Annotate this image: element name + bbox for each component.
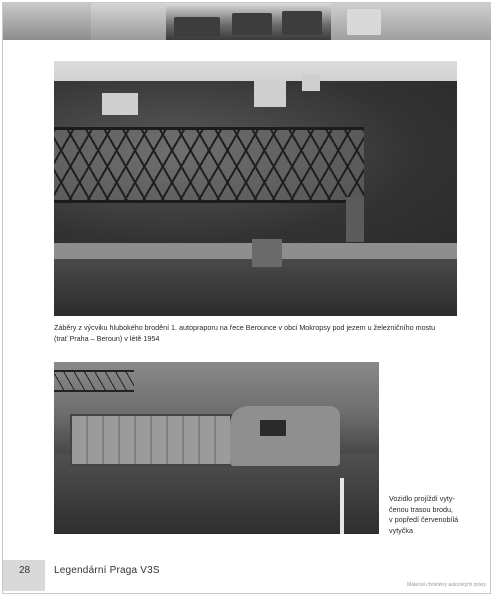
copyright-notice: Materiál chráněný autorskými právy bbox=[407, 582, 486, 588]
photo-vehicle bbox=[252, 239, 282, 267]
header-photo-strip bbox=[3, 3, 491, 40]
header-photo bbox=[3, 3, 91, 40]
caption-photo-1 bbox=[54, 322, 454, 344]
header-photo bbox=[91, 3, 166, 40]
photo-truck-in-river bbox=[54, 362, 379, 534]
caption-line: Vozidlo projíždí vyty- bbox=[389, 494, 455, 503]
photo-bridge-fording bbox=[54, 61, 457, 316]
photo-truck-cab bbox=[230, 406, 340, 466]
photo-bridge-fragment bbox=[54, 370, 134, 392]
photo-house bbox=[302, 75, 320, 91]
photo-house bbox=[102, 93, 138, 115]
photo-marker-pole bbox=[340, 478, 344, 534]
caption-line: vytyčka bbox=[389, 525, 413, 535]
header-photo bbox=[166, 3, 331, 40]
caption-line: Záběry z výcviku hlubokého brodění 1. autopraporu na řece Berounce v obci Mokropsy pod jezem u železničního mostu bbox=[54, 323, 436, 332]
photo-bridge-pier bbox=[346, 197, 364, 242]
caption-line: čenou trasou brodu, bbox=[389, 504, 453, 514]
truck-shape bbox=[232, 13, 272, 35]
truck-shape bbox=[347, 9, 381, 35]
truck-shape bbox=[282, 11, 322, 35]
header-photo bbox=[331, 3, 491, 40]
photo-river-water bbox=[54, 454, 379, 534]
truck-shape bbox=[174, 17, 220, 37]
photo-house bbox=[254, 81, 286, 107]
running-title: Legendární Praga V3S bbox=[54, 565, 160, 576]
photo-railway-bridge bbox=[54, 127, 364, 203]
photo-truck-window bbox=[260, 420, 286, 436]
photo-truck-bed bbox=[70, 414, 232, 466]
caption-line: (trať Praha – Beroun) v létě 1954 bbox=[54, 334, 160, 343]
caption-photo-2 bbox=[389, 494, 469, 536]
photo-river-water bbox=[54, 259, 457, 316]
caption-line: v popředí červenobílá bbox=[389, 515, 459, 524]
page-number: 28 bbox=[19, 565, 31, 576]
